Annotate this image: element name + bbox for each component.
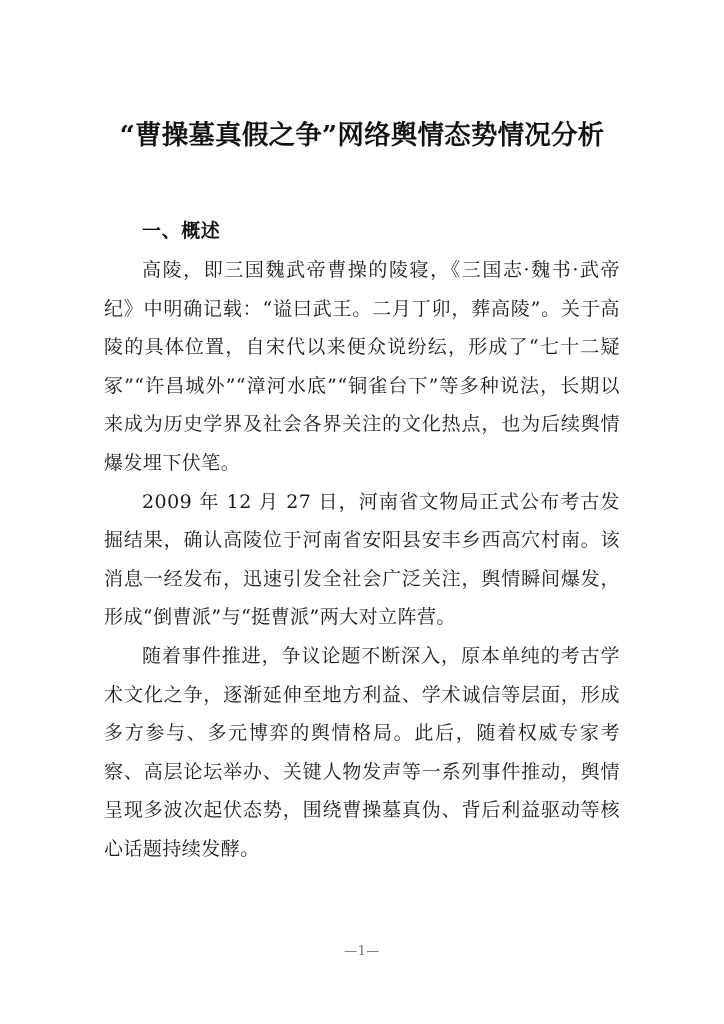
- paragraph: 高陵，即三国魏武帝曹操的陵寝，《三国志·魏书·武帝纪》中明确记载：“谥曰武王。二月丁卯，葬高陵”。关于高陵的具体位置，自宋代以来便众说纷纭，形成了“七十二疑冢”“许昌城外”“漳河水底”“铜雀台下”等多种说法，长期以来成为历史学界及社会各界关注的文化热点，也为后续舆情爆发埋下伏笔。: [104, 259, 620, 474]
- document-body: [104, 212, 620, 869]
- paragraph: 随着事件推进，争议论题不断深入，原本单纯的考古学术文化之争，逐渐延伸至地方利益、学术诚信等层面，形成多方参与、多元博弈的舆情格局。此后，随着权威专家考察、高层论坛举办、关键人物发声等一系列事件推动，舆情呈现多波次起伏态势，围绕曹操墓真伪、背后利益驱动等核心话题持续发酵。: [104, 644, 620, 860]
- paragraph: 2009 年 12 月 27 日，河南省文物局正式公布考古发掘结果，确认高陵位于河南省安阳县安丰乡西高穴村南。该消息一经发布，迅速引发全社会广泛关注，舆情瞬间爆发，形成“倒曹派”与“挺曹派”两大对立阵营。: [104, 490, 620, 629]
- section-heading-overview: 一、概述: [142, 220, 221, 242]
- page-title: “曹操墓真假之争”网络舆情态势情况分析: [119, 119, 605, 151]
- page-number-footer: —1—: [344, 944, 380, 959]
